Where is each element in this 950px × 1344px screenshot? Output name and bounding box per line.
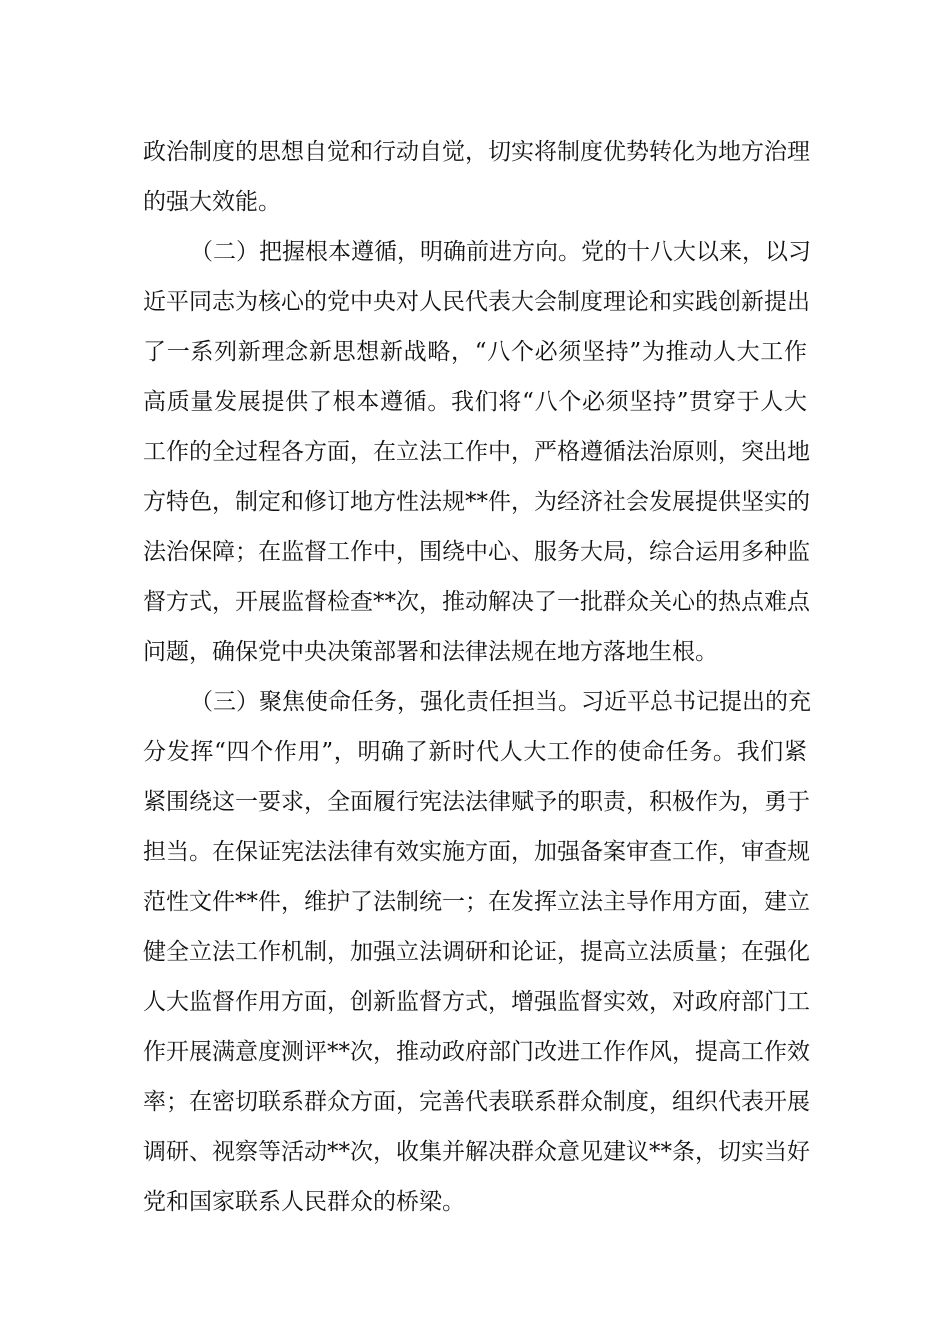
paragraph-3-line-2: 分发挥“四个作用”，明确了新时代人大工作的使命任务。我们紧 <box>143 739 807 765</box>
paragraph-1-line-2: 的强大效能。 <box>143 189 281 215</box>
paragraph-1-line-1: 政治制度的思想自觉和行动自觉，切实将制度优势转化为地方治理 <box>143 139 810 165</box>
paragraph-3-line-6: 健全立法工作机制，加强立法调研和论证，提高立法质量；在强化 <box>143 939 810 965</box>
paragraph-3-line-4: 担当。在保证宪法法律有效实施方面，加强备案审查工作，审查规 <box>143 839 810 865</box>
paragraph-3-line-1: （三）聚焦使命任务，强化责任担当。习近平总书记提出的充 <box>190 689 811 715</box>
paragraph-2-line-2: 近平同志为核心的党中央对人民代表大会制度理论和实践创新提出 <box>143 289 810 315</box>
paragraph-3-line-9: 率；在密切联系群众方面，完善代表联系群众制度，组织代表开展 <box>143 1089 810 1115</box>
paragraph-2-line-1: （二）把握根本遵循，明确前进方向。党的十八大以来，以习 <box>190 239 811 265</box>
paragraph-3-line-5: 范性文件**件，维护了法制统一；在发挥立法主导作用方面，建立 <box>143 889 810 915</box>
paragraph-3-line-11: 党和国家联系人民群众的桥梁。 <box>143 1189 465 1215</box>
paragraph-2-line-6: 方特色，制定和修订地方性法规**件，为经济社会发展提供坚实的 <box>143 489 810 515</box>
paragraph-2-line-3: 了一系列新理念新思想新战略，“八个必须坚持”为推动人大工作 <box>143 339 807 365</box>
paragraph-3-line-8: 作开展满意度测评**次，推动政府部门改进工作作风，提高工作效 <box>143 1039 810 1065</box>
paragraph-3-line-10: 调研、视察等活动**次，收集并解决群众意见建议**条，切实当好 <box>143 1139 810 1165</box>
paragraph-3-line-3: 紧围绕这一要求，全面履行宪法法律赋予的职责，积极作为，勇于 <box>143 789 810 815</box>
paragraph-2-line-5: 工作的全过程各方面，在立法工作中，严格遵循法治原则，突出地 <box>143 439 810 465</box>
paragraph-2-line-8: 督方式，开展监督检查**次，推动解决了一批群众关心的热点难点 <box>143 589 810 615</box>
paragraph-3-line-7: 人大监督作用方面，创新监督方式，增强监督实效，对政府部门工 <box>143 989 810 1015</box>
paragraph-2-line-9: 问题，确保党中央决策部署和法律法规在地方落地生根。 <box>143 639 718 665</box>
paragraph-2-line-4: 高质量发展提供了根本遵循。我们将“八个必须坚持”贯穿于人大 <box>143 389 807 415</box>
paragraph-2-line-7: 法治保障；在监督工作中，围绕中心、服务大局，综合运用多种监 <box>143 539 810 565</box>
